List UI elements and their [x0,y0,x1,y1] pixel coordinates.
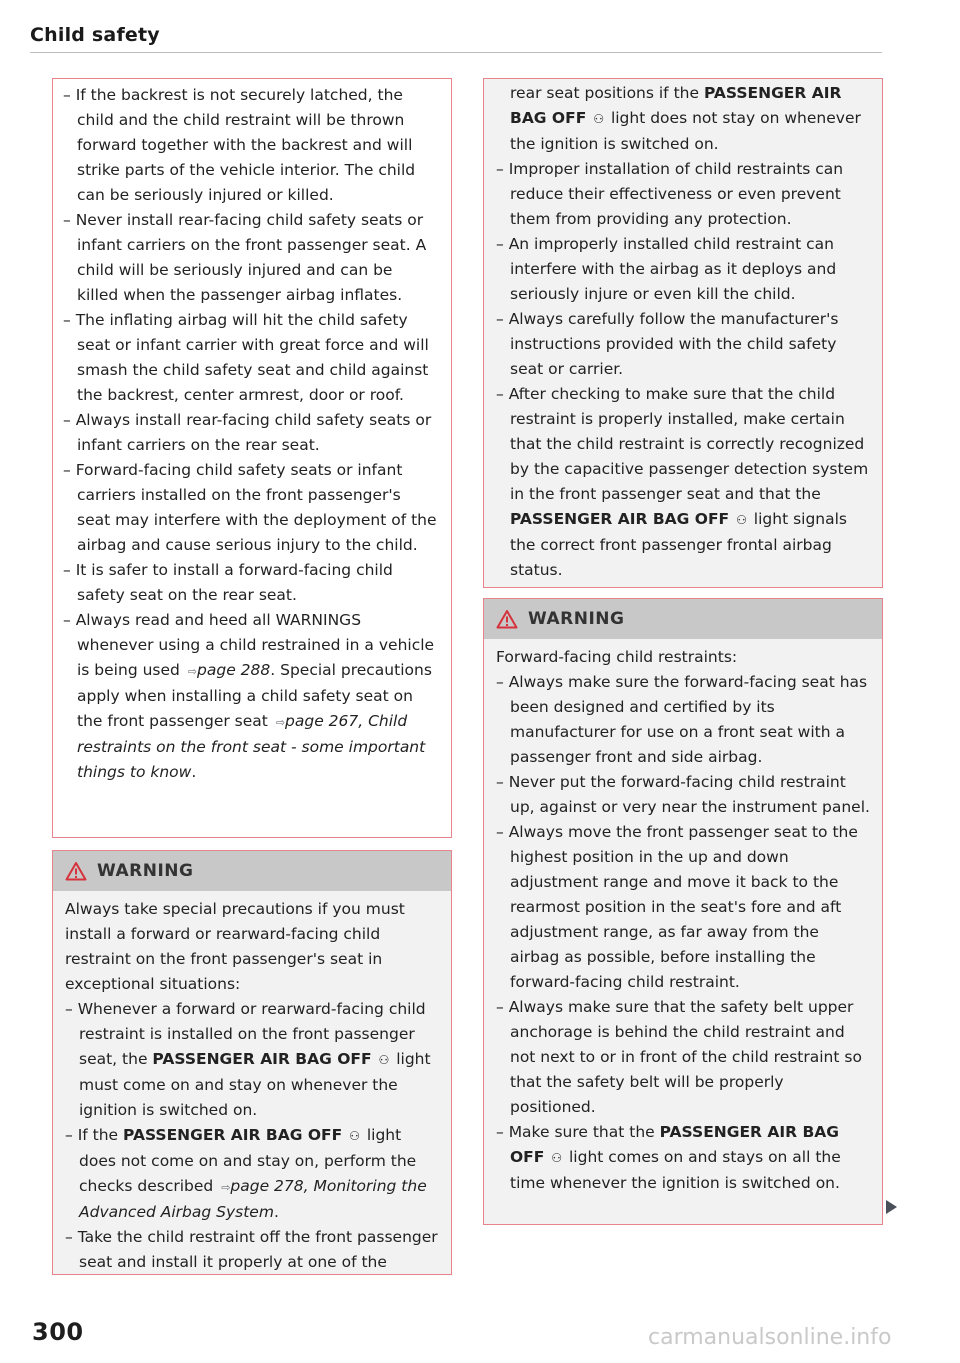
page-reference-link[interactable]: page 288 [197,661,271,679]
list-item: – Always make sure the forward-facing seat has been designed and certified by its manufacturer for use on a front seat with a passenger front and side airbag. [496,670,870,770]
warning-continuation-box [483,78,883,588]
list-item: – Always install rear-facing child safety seats or infant carriers on the rear seat. [63,408,437,458]
continue-arrow-icon [886,1200,897,1214]
warning-intro: Always take special precautions if you must install a forward or rearward-facing child restraint on the front passenger's seat in exceptional situations: [65,900,405,993]
passenger-airbag-off-icon: ⚇ [349,1129,360,1143]
page-reference-link[interactable]: page 278, Monitoring the Advanced Airbag System [79,1177,427,1221]
list-item: – Always make sure that the safety belt upper anchorage is behind the child restraint and not next to or in front of the child restraint so that the safety belt will be properly positioned. [496,995,870,1120]
warning-heading: WARNING [528,609,625,629]
section-title: Child safety [30,24,160,46]
list-item: – Make sure that the PASSENGER AIR BAG OFF ⚇ light comes on and stays on all the time whenever the ignition is switched on. [496,1120,870,1196]
left-notes-box [52,78,452,838]
arrow-right-icon: ⇨ [221,1181,231,1194]
passenger-airbag-off-icon: ⚇ [736,513,747,527]
warning-box-1 [52,850,452,1275]
passenger-airbag-off-icon: ⚇ [593,112,604,126]
watermark: carmanualsonline.info [648,1325,892,1350]
passenger-airbag-off-icon: ⚇ [378,1053,390,1067]
list-item: – Always move the front passenger seat to the highest position in the up and down adjustment range and move it back to the rearmost position in the seat's fore and aft adjustment range, as far away from the airbag as possible, before installing the forward-facing child restraint. [496,820,870,995]
warning-heading: WARNING [97,861,194,881]
warning-triangle-icon [496,609,518,629]
list-item: – Never put the forward-facing child restraint up, against or very near the instrument panel. [496,770,870,820]
list-item: – If the PASSENGER AIR BAG OFF ⚇ light does not come on and stay on, perform the checks described ⇨page 278, Monitoring the Advanced Airbag System. [65,1123,439,1225]
list-item: – Always read and heed all WARNINGS whenever using a child restrained in a vehicle is being used ⇨page 288. Special precautions apply when installing a child safety seat on the front passenger seat ⇨page 267, Child restraints on the front seat - some important things to know. [63,608,437,785]
list-item: – Improper installation of child restraints can reduce their effectiveness or even prevent them from providing any protection. [496,157,870,232]
list-item: – Forward-facing child safety seats or infant carriers installed on the front passenger's seat may interfere with the deployment of the airbag and cause serious injury to the child. [63,458,437,558]
page-number: 300 [32,1318,84,1346]
list-item: – Whenever a forward or rearward-facing child restraint is installed on the front passenger seat, the PASSENGER AIR BAG OFF ⚇ light must come on and stay on whenever the ignition is switched on. [65,997,439,1123]
arrow-right-icon: ⇨ [275,716,286,729]
header-rule [30,52,882,53]
list-item: – Always carefully follow the manufacturer's instructions provided with the child safety seat or carrier. [496,307,870,382]
continuation-text: rear seat positions if the PASSENGER AIR BAG OFF ⚇ light does not stay on whenever the ignition is switched on. [510,84,861,153]
warning-header [53,851,451,891]
list-item: – Never install rear-facing child safety seats or infant carriers on the front passenger seat. A child will be seriously injured and can be killed when the passenger airbag inflates. [63,208,437,308]
warning-box-2 [483,598,883,1225]
page-reference-link[interactable]: page 267, Child restraints on the front seat - some important things to know [77,712,426,781]
list-item: – The inflating airbag will hit the child safety seat or infant carrier with great force and will smash the child safety seat and child against the backrest, center armrest, door or roof. [63,308,437,408]
list-item: – It is safer to install a forward-facing child safety seat on the rear seat. [63,558,437,608]
arrow-right-icon: ⇨ [187,665,198,678]
list-item: – An improperly installed child restraint can interfere with the airbag as it deploys and seriously injure or even kill the child. [496,232,870,307]
list-item: – After checking to make sure that the child restraint is properly installed, make certain that the child restraint is correctly recognized by the capacitive passenger detection system in the front passenger seat and that the PASSENGER AIR BAG OFF ⚇ light signals the correct front passenger frontal airbag status. [496,382,870,583]
list-item: – If the backrest is not securely latched, the child and the child restraint will be thrown forward together with the backrest and will strike parts of the vehicle interior. The child can be seriously injured or killed. [63,83,437,208]
list-item: – Take the child restraint off the front passenger seat and install it properly at one of the [65,1225,439,1275]
warning-header [484,599,882,639]
warning-triangle-icon [65,861,87,881]
warning-intro: Forward-facing child restraints: [496,648,738,666]
passenger-airbag-off-icon: ⚇ [551,1151,563,1165]
page-header [30,24,882,46]
